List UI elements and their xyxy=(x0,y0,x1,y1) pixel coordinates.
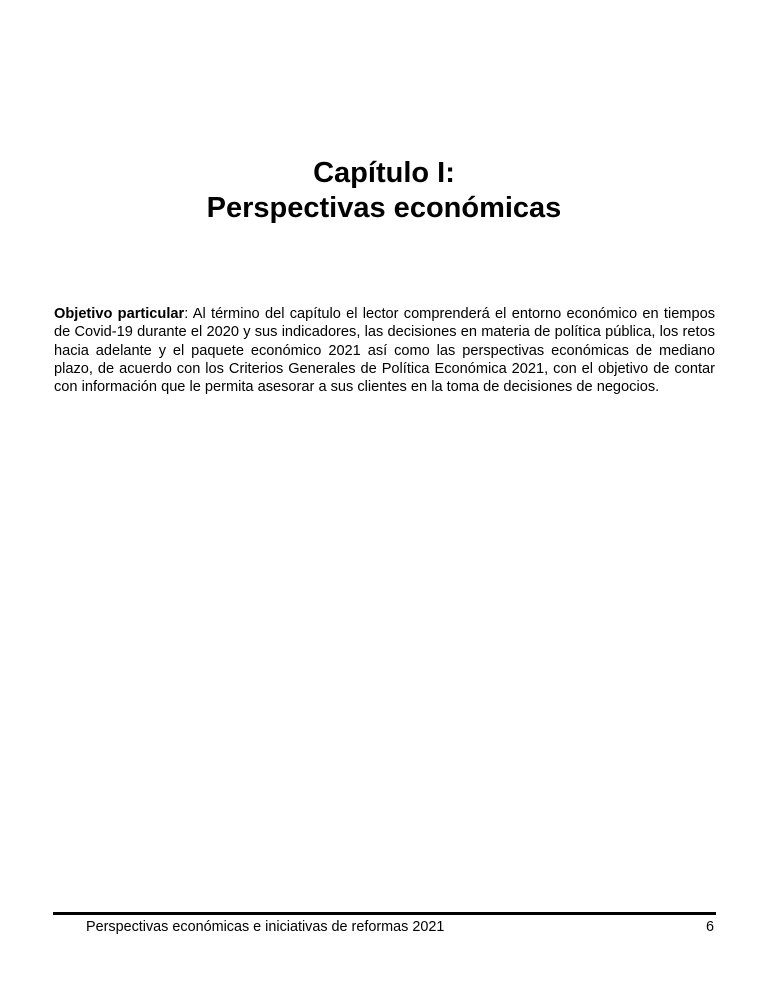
chapter-label: Capítulo I: xyxy=(313,157,455,189)
chapter-heading xyxy=(0,156,768,226)
objective-paragraph xyxy=(54,305,715,396)
objective-separator: : xyxy=(184,306,189,322)
objective-lead: Objetivo particular xyxy=(54,306,185,322)
chapter-title: Perspectivas económicas xyxy=(206,192,562,224)
page-number: 6 xyxy=(705,919,714,935)
footer-document-title: Perspectivas económicas e iniciativas de reformas 2021 xyxy=(86,919,445,935)
objective-text: Al término del capítulo el lector comprenderá el entorno económico en tiempos de Covid-19 durante el 2020 y sus indicadores, las decisiones en materia de política pública, los retos hacia adelante y el paquete económico 2021 así como las perspectivas económicas de mediano plazo, de acuerdo con los Criterios Generales de Política Económica 2021, con el objetivo de contar con información que le permita asesorar a sus clientes en la toma de decisiones de negocios. xyxy=(54,306,715,396)
footer-divider xyxy=(53,912,716,915)
